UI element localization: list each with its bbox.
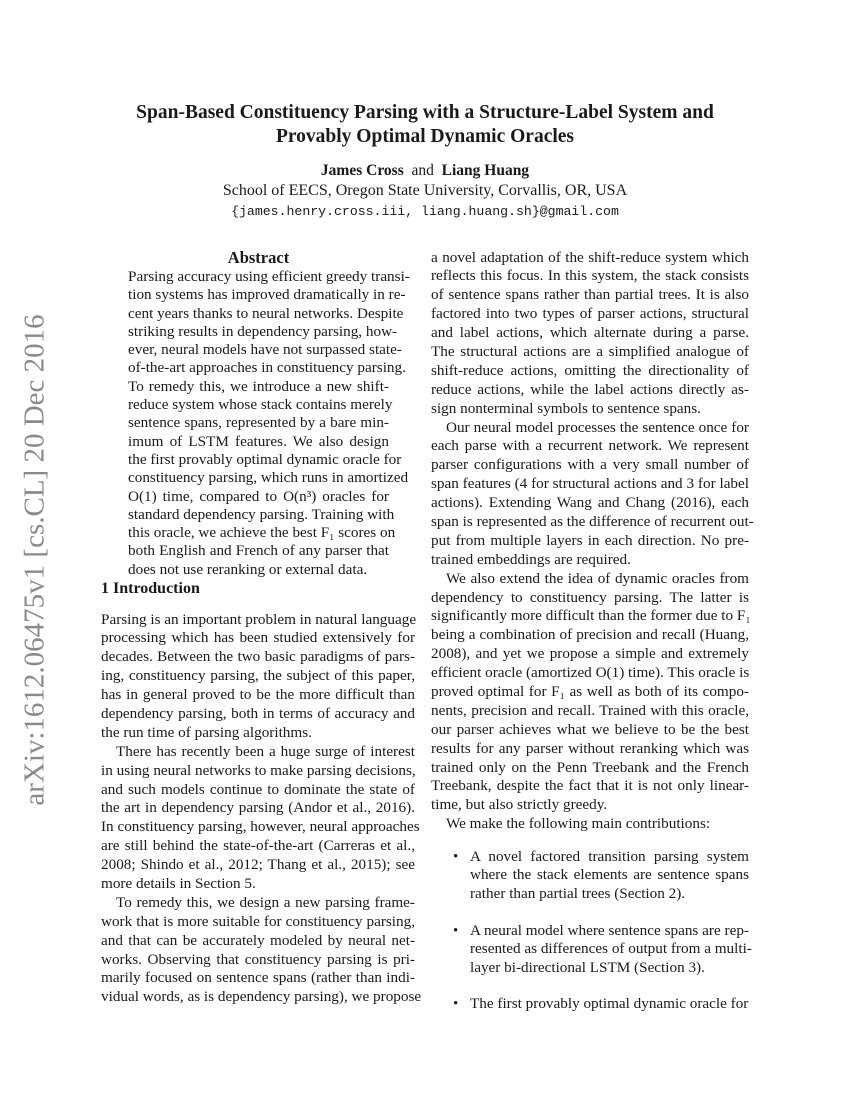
text-line: reduce system whose stack contains merely [128, 396, 393, 414]
authors [0, 162, 850, 180]
author-name: Liang Huang [441, 162, 530, 179]
text-line: shift-reduce actions, omitting the directionality of [431, 361, 749, 379]
text-line: the run time of parsing algorithms. [101, 723, 312, 741]
text-line: work that is more suitable for constituency parsing, [101, 912, 415, 930]
text-line: actions). Extending Wang and Chang (2016), each [431, 494, 749, 512]
text-line: In constituency parsing, however, neural approaches [101, 818, 420, 836]
text-line: processing which has been studied extensively for [101, 629, 415, 647]
text-line: Parsing is an important problem in natural language [101, 610, 417, 628]
affiliation: School of EECS, Oregon State University, Corvallis, OR, USA [222, 182, 628, 199]
text-line: does not use reranking or external data. [128, 560, 368, 578]
text-line: 2008; Shindo et al., 2012; Thang et al., 2015); see [101, 856, 415, 874]
text-line: where the stack elements are sentence spans [470, 866, 749, 884]
text-line: has in general proved to be the more difficult than [101, 686, 415, 704]
abstract-heading: Abstract [227, 248, 290, 267]
text-line: of sentence spans rather than partial trees. It is also [431, 286, 749, 304]
bullet-icon: • [453, 996, 459, 1012]
text-line: trained only on the Penn Treebank and the French [431, 758, 749, 776]
text-line: To remedy this, we design a new parsing frame- [116, 893, 415, 911]
text-line: this oracle, we achieve the best F₁ scores on [128, 524, 396, 542]
text-line: results for any parser without reranking which was [431, 739, 749, 757]
text-line: reflects this focus. In this system, the stack consists [431, 267, 749, 285]
contribution-bullet-item [431, 922, 752, 977]
text-line: vidual words, as is dependency parsing), we propose [101, 988, 422, 1006]
text-line: To remedy this, we introduce a new shift- [128, 377, 389, 395]
text-line: and such models continue to dominate the state of [101, 780, 415, 798]
text-line: span is represented as the difference of recurrent out- [431, 512, 754, 530]
text-line: factored into two types of parser actions, structural [431, 305, 749, 323]
text-line: span features (4 for structural actions and 3 for label [431, 475, 749, 493]
bullet-icon: • [453, 849, 459, 865]
author-emails: {james.henry.cross.iii, liang.huang.sh}@gmail.com [231, 204, 619, 219]
text-line: decades. Between the two basic paradigms of pars- [101, 648, 415, 666]
text-line: are still behind the state-of-the-art (Carreras et al., [101, 837, 415, 855]
contribution-bullet-item [431, 995, 749, 1013]
bullet-icon: • [453, 923, 459, 939]
text-line: rather than partial trees (Section 2). [470, 884, 686, 902]
right-column-body [431, 248, 754, 835]
text-line: both English and French of any parser that [128, 542, 389, 560]
text-line: of-the-art approaches in constituency parsing. [128, 359, 406, 377]
text-line: the first provably optimal dynamic oracle for [128, 450, 402, 468]
text-line: Our neural model processes the sentence once for [446, 418, 749, 436]
text-line: Parsing accuracy using efficient greedy transi- [128, 268, 410, 285]
text-line: being a combination of precision and recall (Huang, [431, 626, 749, 644]
text-line: our parser achieves what we believe to be the best [431, 720, 749, 738]
title-line-1: Span-Based Constituency Parsing with a Structure-Label System and [136, 102, 714, 123]
text-line: the art in dependency parsing (Andor et al., 2016). [101, 799, 415, 817]
text-line: striking results in dependency parsing, how- [128, 322, 398, 340]
text-line: parser configurations with a very small number of [431, 456, 749, 474]
author-name: James Cross [320, 162, 404, 179]
text-line: A neural model where sentence spans are rep- [470, 922, 749, 939]
section-heading-introduction: 1 Introduction [101, 580, 200, 597]
text-line: reduce actions, while the label actions directly as- [431, 380, 749, 398]
text-line: layer bi-directional LSTM (Section 3). [470, 958, 705, 976]
text-line: ever, neural models have not surpassed state- [128, 341, 402, 359]
abstract-body [128, 268, 410, 579]
title-line-2: Provably Optimal Dynamic Oracles [275, 126, 575, 147]
text-line: put from multiple layers in each direction. No pre- [431, 531, 749, 549]
text-line: marily focused on sentence spans (rather than indi- [101, 969, 415, 987]
text-line: sign nonterminal symbols to sentence spans. [431, 399, 701, 417]
introduction-body [101, 610, 422, 1008]
text-line: A novel factored transition parsing system [470, 848, 749, 865]
text-line: The first provably optimal dynamic oracle for [470, 995, 749, 1012]
text-line: proved optimal for F₁ as well as both of its compo- [431, 682, 749, 700]
text-line: We also extend the idea of dynamic oracles from [446, 569, 749, 587]
text-line: each parse with a recurrent network. We represent [431, 437, 749, 455]
text-line: and that can be accurately modeled by neural net- [101, 931, 415, 949]
text-line: cent years thanks to neural networks. Despite [128, 304, 404, 322]
text-line: trained embeddings are required. [431, 550, 631, 568]
author-conjunction: and [411, 162, 434, 179]
text-line: dependency to constituency parsing. The latter is [431, 588, 749, 606]
text-line: time, but also strictly greedy. [431, 796, 608, 814]
text-line: standard dependency parsing. Training with [128, 505, 395, 523]
text-line: We make the following main contributions: [446, 815, 711, 833]
paper-title [0, 101, 850, 149]
text-line: more details in Section 5. [101, 874, 256, 892]
text-line: tion systems has improved dramatically in re- [128, 286, 406, 304]
text-line: resented as differences of output from a multi- [470, 940, 752, 958]
text-line: Treebank, despite the fact that it is not only linear- [431, 777, 749, 795]
contribution-bullet-item [431, 848, 749, 903]
text-line: and label actions, which alternate during a parse. [431, 324, 749, 342]
text-line: sentence spans, represented by a bare min- [128, 414, 389, 432]
text-line: constituency parsing, which runs in amortized [128, 469, 409, 487]
text-line: significantly more difficult than the former due to F₁ [431, 607, 751, 625]
text-line: O(1) time, compared to O(n³) oracles for [128, 487, 389, 505]
text-line: There has recently been a huge surge of interest [116, 742, 415, 760]
text-line: in using neural networks to make parsing decisions, [101, 761, 416, 779]
text-line: nents, precision and recall. Trained with this oracle, [431, 701, 749, 719]
text-line: The structural actions are a simplified analogue of [431, 342, 749, 360]
text-line: efficient oracle (amortized O(1) time). This oracle is [431, 664, 750, 682]
arxiv-identifier: arXiv:1612.06475v1 [cs.CL] 20 Dec 2016 [18, 314, 51, 806]
text-line: ing, constituency parsing, the subject of this paper, [101, 667, 415, 685]
text-line: dependency parsing, both in terms of accuracy and [101, 704, 415, 722]
text-line: a novel adaptation of the shift-reduce system which [431, 248, 749, 266]
text-line: 2008), and yet we propose a simple and extremely [431, 645, 749, 663]
text-line: imum of LSTM features. We also design [128, 432, 389, 450]
text-line: works. Observing that constituency parsing is pri- [101, 950, 415, 968]
